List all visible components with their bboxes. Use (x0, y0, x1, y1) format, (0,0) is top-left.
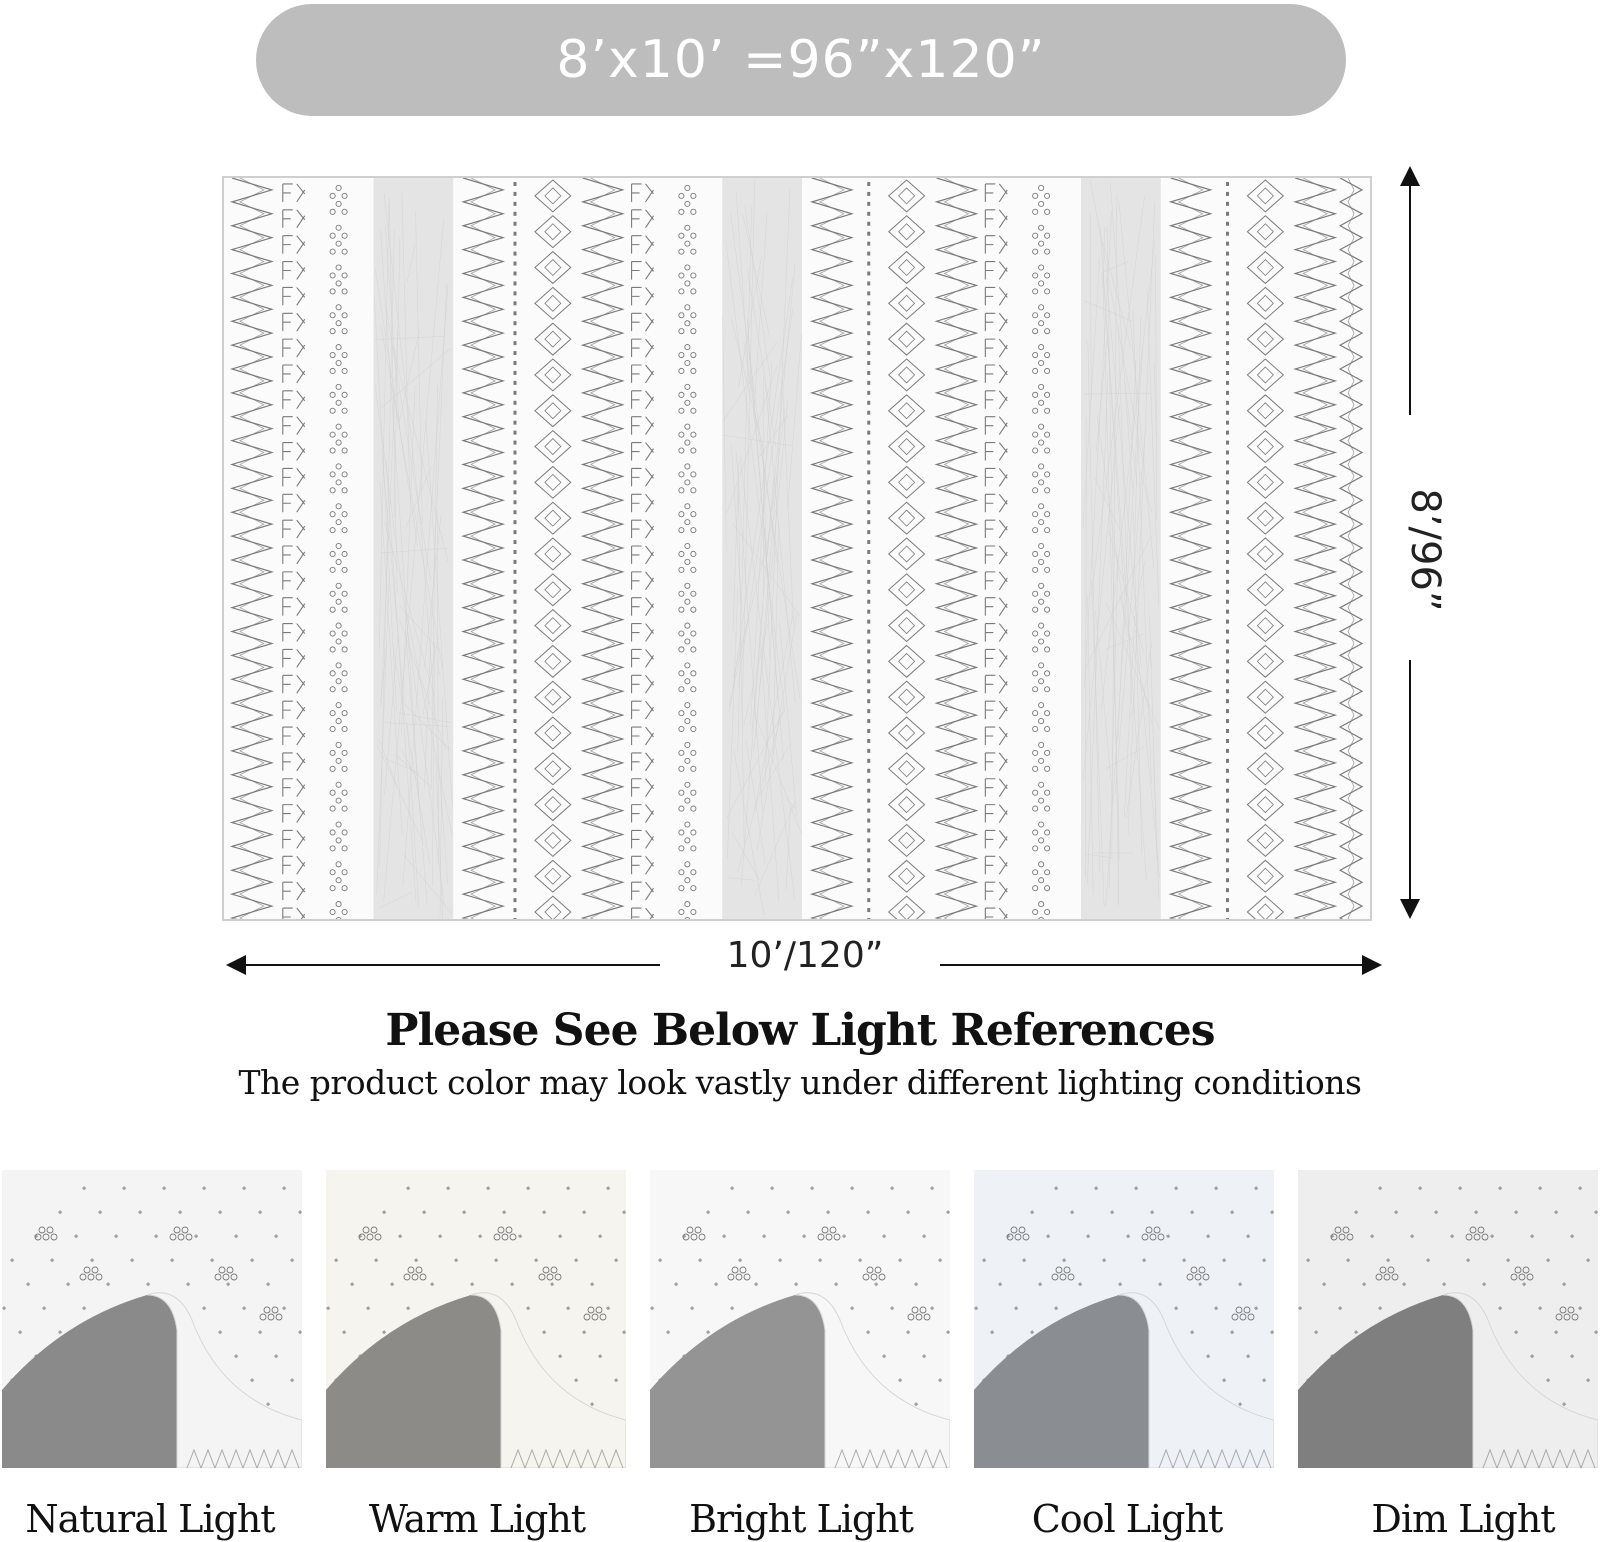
swatch-natural-light (2, 1170, 302, 1468)
width-label: 10’/120” (726, 935, 884, 976)
lighting-swatches (2, 1170, 1598, 1470)
swatch-warm-light (326, 1170, 626, 1468)
swatch-cool-light (974, 1170, 1274, 1468)
light-reference-subheading: The product color may look vastly under different lighting conditions (238, 1063, 1362, 1102)
swatch-dim-light (1298, 1170, 1598, 1468)
label-bright-light: Bright Light (689, 1497, 913, 1541)
height-label: 8’/96” (1402, 488, 1448, 612)
label-cool-light: Cool Light (1031, 1497, 1223, 1541)
label-dim-light: Dim Light (1371, 1497, 1555, 1541)
label-warm-light: Warm Light (368, 1497, 586, 1541)
size-text: 8’x10’ =96”x120” (556, 30, 1046, 90)
light-reference-heading: Please See Below Light References (385, 1005, 1215, 1056)
swatch-bright-light (650, 1170, 950, 1468)
label-natural-light: Natural Light (25, 1497, 275, 1541)
